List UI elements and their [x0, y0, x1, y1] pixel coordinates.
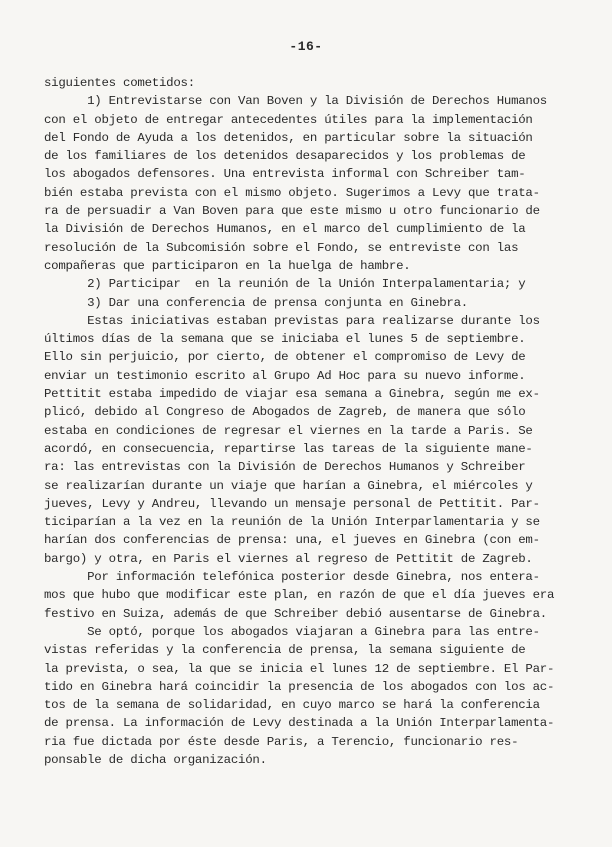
- text-line: últimos días de la semana que se iniciaba el lunes 5 de septiembre.: [44, 332, 526, 347]
- text-line: la prevista, o sea, la que se inicia el lunes 12 de septiembre. El Par-: [44, 661, 555, 676]
- text-line: ra: las entrevistas con la División de Derechos Humanos y Schreiber: [44, 460, 526, 475]
- text-line: tido en Ginebra hará coincidir la presencia de los abogados con los ac-: [44, 679, 555, 694]
- text-line: acordó, en consecuencia, repartirse las tareas de la siguiente mane-: [44, 441, 533, 456]
- text-line: 3) Dar una conferencia de prensa conjunta en Ginebra.: [44, 295, 468, 310]
- text-line: estaba en condiciones de regresar el viernes en la tarde a Paris. Se: [44, 423, 533, 438]
- text-line: Se optó, porque los abogados viajaran a Ginebra para las entre-: [44, 624, 540, 639]
- text-line: festivo en Suiza, además de que Schreiber debió ausentarse de Ginebra.: [44, 606, 547, 621]
- text-line: ponsable de dicha organización.: [44, 752, 267, 767]
- text-line: vistas referidas y la conferencia de prensa, la semana siguiente de: [44, 643, 526, 658]
- text-line: Ello sin perjuicio, por cierto, de obtener el compromiso de Levy de: [44, 350, 526, 365]
- text-line: siguientes cometidos:: [44, 76, 195, 90]
- text-line: bargo) y otra, en Paris el viernes al regreso de Pettitit de Zagreb.: [44, 551, 533, 566]
- text-line: enviar un testimonio escrito al Grupo Ad Hoc para su nuevo informe.: [44, 368, 526, 383]
- text-line: 2) Participar en la reunión de la Unión Interpalamentaria; y: [44, 277, 526, 292]
- text-line: bién estaba prevista con el mismo objeto. Sugerimos a Levy que trata-: [44, 185, 540, 200]
- text-line: la División de Derechos Humanos, en el marco del cumplimiento de la: [44, 222, 526, 237]
- text-line: resolución de la Subcomisión sobre el Fondo, se entreviste con las: [44, 240, 519, 255]
- text-line: los abogados defensores. Una entrevista informal con Schreiber tam-: [44, 167, 526, 182]
- text-line: jueves, Levy y Andreu, llevando un mensaje personal de Pettitit. Par-: [44, 496, 540, 511]
- text-line: tos de la semana de solidaridad, en cuyo marco se hará la conferencia: [44, 698, 540, 713]
- text-line: plicó, debido al Congreso de Abogados de Zagreb, de manera que sólo: [44, 405, 526, 420]
- text-line: compañeras que participaron en la huelga de hambre.: [44, 258, 411, 273]
- text-line: Por información telefónica posterior desde Ginebra, nos entera-: [44, 570, 540, 585]
- text-line: ria fue dictada por éste desde Paris, a Terencio, funcionario res-: [44, 734, 519, 749]
- text-line: del Fondo de Ayuda a los detenidos, en particular sobre la situación: [44, 130, 533, 145]
- body-text: [44, 74, 578, 769]
- text-line: de los familiares de los detenidos desaparecidos y los problemas de: [44, 149, 526, 164]
- text-line: ra de persuadir a Van Boven para que este mismo u otro funcionario de: [44, 204, 540, 219]
- text-line: Estas iniciativas estaban previstas para realizarse durante los: [44, 313, 540, 328]
- text-line: ticiparían a la vez en la reunión de la Unión Interparlamentaria y se: [44, 515, 540, 530]
- text-line: de prensa. La información de Levy destinada a la Unión Interparlamenta-: [44, 716, 555, 731]
- text-line: mos que hubo que modificar este plan, en razón de que el día jueves era: [44, 588, 555, 603]
- text-line: se realizarían durante un viaje que harían a Ginebra, el miércoles y: [44, 478, 533, 493]
- text-line: con el objeto de entregar antecedentes útiles para la implementación: [44, 112, 533, 127]
- page-number: -16-: [289, 39, 323, 54]
- text-line: Pettitit estaba impedido de viajar esa semana a Ginebra, según me ex-: [44, 387, 540, 402]
- text-line: harían dos conferencias de prensa: una, el jueves en Ginebra (con em-: [44, 533, 540, 548]
- text-line: 1) Entrevistarse con Van Boven y la División de Derechos Humanos: [44, 94, 547, 109]
